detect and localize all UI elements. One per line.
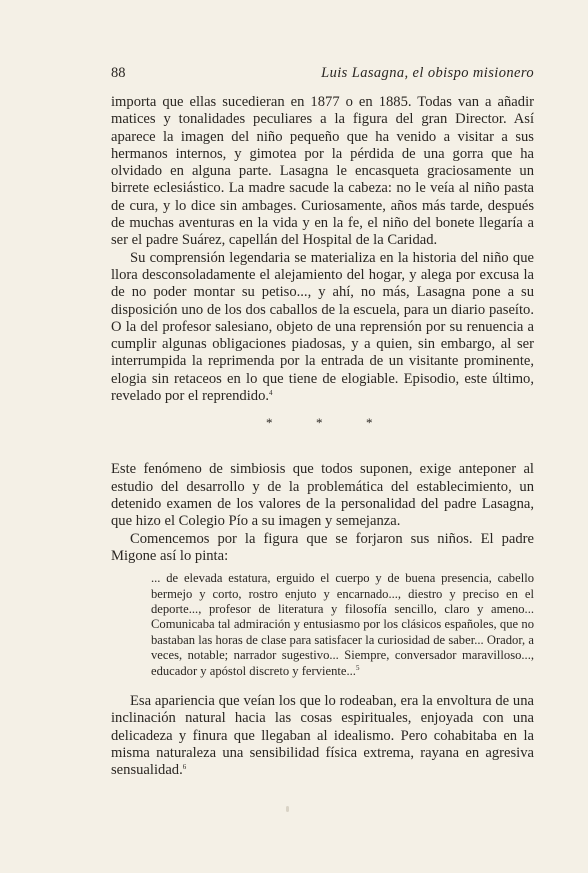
body-text bbox=[111, 94, 534, 779]
paragraph-text: Esa apariencia que veían los que lo rodeaban, era la envoltura de una inclinación natural hacia las cosas espirituales, enjoyada con una delicadeza y finura que llegaban al idealismo. Pero cohabitaba en la misma naturaleza una sensibilidad física extrema, rayana en agresiva sensualidad. bbox=[111, 692, 534, 779]
paragraph-legend bbox=[111, 250, 534, 406]
paragraph-continued bbox=[111, 94, 534, 250]
paragraph-text: Su comprensión legendaria se materializa en la historia del niño que llora desconsoladamente el alejamiento del hogar, y alega por excusa la de no poder montar su petiso..., y ahí, no más, Lasagna pone a su disposición uno de los dos caballos de la escuela, para un diario paseíto. O la del profesor salesiano, objeto de una reprensión por su renuencia a cumplir algunas obligaciones piadosas, y a quien, sin embargo, al ser interrumpida la reprimenda por la entrada de un visitante prominente, elogia sin retaceos en lo que tiene de elogiable. Episodio, este último, revelado por el reprendido. bbox=[111, 249, 534, 405]
asterisk: * bbox=[316, 415, 323, 431]
footnote-ref[interactable]: 6 bbox=[182, 763, 187, 772]
paragraph-figure bbox=[111, 531, 534, 566]
footnote-ref[interactable]: 5 bbox=[355, 663, 360, 672]
section-separator bbox=[111, 405, 534, 461]
paragraph-symbiosis bbox=[111, 461, 534, 530]
paragraph-text: Comencemos por la figura que se forjaron sus niños. El padre Migone así lo pinta: bbox=[111, 530, 534, 564]
paragraph-text: importa que ellas sucedieran en 1877 o en 1885. Todas van a añadir matices y tonalidades peculiares a la figura del gran Director. Así aparece la imagen del niño pequeño que ha venido a visitar a sus hermanos internos, y gimotea por la pérdida de una gorra que ha olvidado en alguna parte. Lasagna le encasqueta graciosamente un birrete eclesiástico. La madre sacude la cabeza: no le veía al niño pasta de cura, y lo dice sin ambages. Curiosamente, años más tarde, después de muchas aventuras en la vida y en la fe, el niño del bonete llegaría a ser el padre Suárez, capellán del Hospital de la Caridad. bbox=[111, 94, 534, 249]
footnote-ref[interactable]: 4 bbox=[269, 389, 273, 398]
running-head bbox=[111, 64, 534, 82]
paragraph-appearance bbox=[111, 693, 534, 779]
paper-mark bbox=[286, 806, 289, 812]
block-quote bbox=[151, 571, 534, 679]
asterisk: * bbox=[266, 415, 273, 431]
asterisk: * bbox=[366, 415, 373, 431]
quote-text-paragraph bbox=[151, 571, 534, 679]
running-title: Luis Lasagna, el obispo misionero bbox=[321, 65, 534, 81]
page-number: 88 bbox=[111, 65, 126, 81]
quote-text: ... de elevada estatura, erguido el cuerpo y de buena presencia, cabello bermejo y corto, rostro enjuto y encarnado..., diestro y preciso en el deporte..., profesor de literatura y filosofía sencillo, claro y ameno... Comunicaba tal admiración y entusiasmo por los clásicos españoles, que no bastaban las horas de clase para satisfacer la curiosidad de saber... Orador, a veces, notable; narrador sugestivo... Siempre, conversador maravilloso..., educador y apóstol discreto y ferviente... bbox=[151, 571, 534, 678]
paragraph-text: Este fenómeno de simbiosis que todos suponen, exige anteponer al estudio del desarrollo y de la problemática del establecimiento, un detenido examen de los valores de la personalidad del padre Lasagna, que hizo el Colegio Pío a su imagen y semejanza. bbox=[111, 461, 534, 530]
